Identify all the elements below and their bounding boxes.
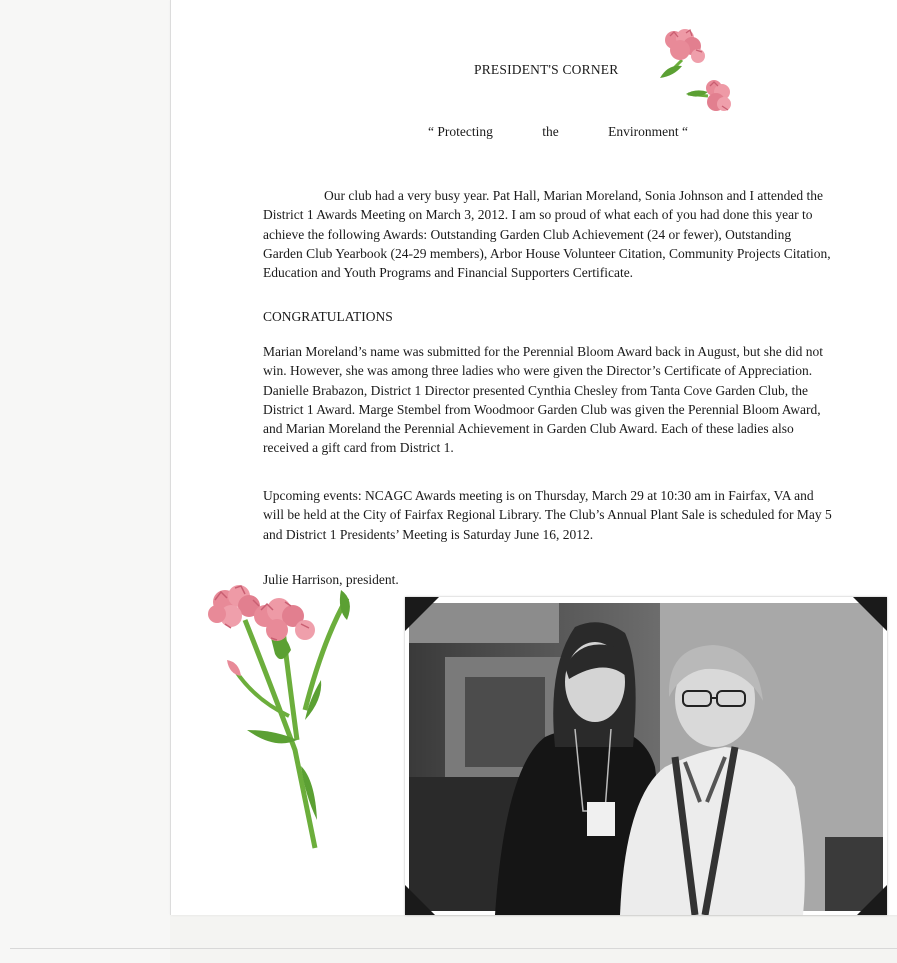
subtitle-word-environment: Environment: [608, 124, 679, 139]
page-title: PRESIDENT'S CORNER: [474, 62, 619, 77]
photograph: [405, 597, 887, 915]
photo-corner-br: [857, 885, 887, 915]
page-edge-line: [10, 948, 897, 949]
open-quote: “: [428, 124, 434, 139]
signature-line: Julie Harrison, president.: [263, 572, 399, 587]
carnation-pair-icon: [652, 26, 738, 118]
photo-corner-bl: [405, 885, 435, 915]
subtitle-word-the: the: [542, 124, 559, 139]
carnation-sticker-icon: [205, 580, 365, 855]
photo-corner-tr: [853, 597, 887, 631]
intro-paragraph: Our club had a very busy year. Pat Hall, Marian Moreland, Sonia Johnson and I attended the District 1 Awards Meeting on March 3, 2012. I am so proud of what each of you had done this year to achieve the following Awards: Outstanding Garden Club Achievement (24 or fewer), Outstanding Garden Club Yearbook (24-29 members), Arbor House Volunteer Citation, Community Projects Citation, Education and Youth Programs and Financial Supporters Certificate.: [263, 188, 831, 281]
album-page-margin: [0, 0, 170, 963]
subtitle-part: [428, 124, 493, 140]
events-paragraph: Upcoming events: NCAGC Awards meeting is on Thursday, March 29 at 10:30 am in Fairfax, VA and will be held at the City of Fairfax Regional Library. The Club’s Annual Plant Sale is scheduled for May 5 and District 1 Presidents’ Meeting is Saturday June 16, 2012.: [263, 488, 832, 542]
awards-paragraph: Marian Moreland’s name was submitted for the Perennial Bloom Award back in August, but she did not win. However, she was among three ladies who were given the Director’s Certificate of Appreciation. Danielle Brabazon, District 1 Director presented Cynthia Chesley from Tanta Cove Garden Club, the District 1 Award. Marge Stembel from Woodmoor Garden Club was given the Perennial Bloom Award, and Marian Moreland the Perennial Achievement in Garden Club Award. Each of these ladies also received a gift card from District 1.: [263, 344, 824, 456]
theme-subtitle: [428, 124, 688, 140]
close-quote: “: [682, 124, 688, 139]
congratulations-heading: CONGRATULATIONS: [263, 309, 393, 324]
subtitle-part: [608, 124, 688, 140]
photo-corner-tl: [405, 597, 439, 631]
subtitle-word-protecting: Protecting: [437, 124, 493, 139]
